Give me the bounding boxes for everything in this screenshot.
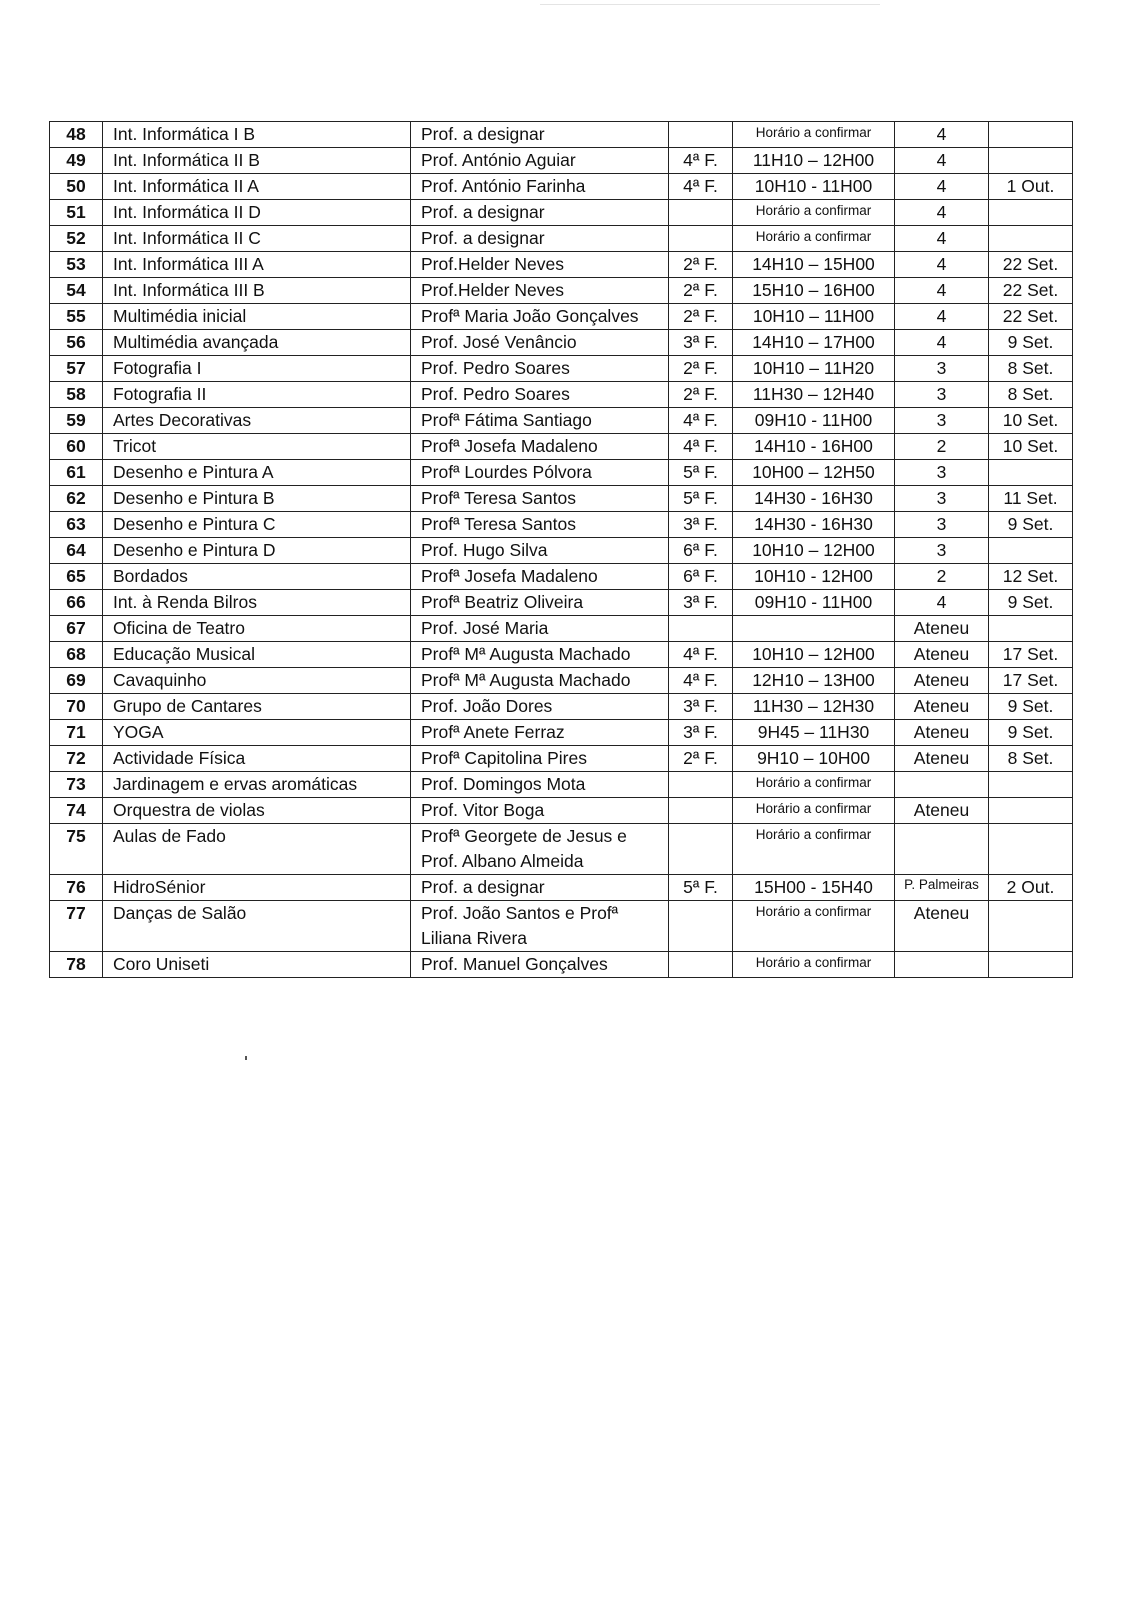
time-slot: 10H10 – 11H20 bbox=[733, 356, 895, 382]
table-row bbox=[50, 304, 1073, 330]
sessions-or-venue bbox=[895, 952, 989, 978]
start-date: 22 Set. bbox=[989, 304, 1073, 330]
sessions-or-venue: 4 bbox=[895, 590, 989, 616]
weekday: 2ª F. bbox=[669, 382, 733, 408]
weekday bbox=[669, 772, 733, 798]
weekday bbox=[669, 798, 733, 824]
time-slot: 09H10 - 11H00 bbox=[733, 590, 895, 616]
start-date: 8 Set. bbox=[989, 382, 1073, 408]
table-row bbox=[50, 408, 1073, 434]
weekday: 4ª F. bbox=[669, 148, 733, 174]
weekday bbox=[669, 226, 733, 252]
row-number: 73 bbox=[50, 772, 103, 798]
table-row bbox=[50, 590, 1073, 616]
start-date: 22 Set. bbox=[989, 252, 1073, 278]
teacher-name: Prof. José Maria bbox=[411, 616, 669, 642]
time-slot: 09H10 - 11H00 bbox=[733, 408, 895, 434]
teacher-name: Prof.Helder Neves bbox=[411, 278, 669, 304]
course-name: Jardinagem e ervas aromáticas bbox=[103, 772, 411, 798]
teacher-name: Prof. Hugo Silva bbox=[411, 538, 669, 564]
teacher-name: Prof. Pedro Soares bbox=[411, 382, 669, 408]
weekday: 3ª F. bbox=[669, 590, 733, 616]
weekday: 6ª F. bbox=[669, 564, 733, 590]
course-name: Educação Musical bbox=[103, 642, 411, 668]
course-name: Tricot bbox=[103, 434, 411, 460]
teacher-name: Profª Teresa Santos bbox=[411, 486, 669, 512]
start-date: 17 Set. bbox=[989, 668, 1073, 694]
table-row bbox=[50, 564, 1073, 590]
teacher-name: Profª Beatriz Oliveira bbox=[411, 590, 669, 616]
weekday: 2ª F. bbox=[669, 252, 733, 278]
sessions-or-venue: 4 bbox=[895, 200, 989, 226]
row-number: 72 bbox=[50, 746, 103, 772]
sessions-or-venue: P. Palmeiras bbox=[895, 875, 989, 901]
teacher-name: Profª Fátima Santiago bbox=[411, 408, 669, 434]
weekday bbox=[669, 824, 733, 875]
sessions-or-venue: Ateneu bbox=[895, 642, 989, 668]
weekday: 5ª F. bbox=[669, 486, 733, 512]
time-slot: 10H10 - 12H00 bbox=[733, 564, 895, 590]
teacher-name: Profª Lourdes Pólvora bbox=[411, 460, 669, 486]
course-name: Desenho e Pintura C bbox=[103, 512, 411, 538]
weekday: 3ª F. bbox=[669, 330, 733, 356]
table-row bbox=[50, 200, 1073, 226]
table-row bbox=[50, 330, 1073, 356]
time-slot: 10H10 – 12H00 bbox=[733, 642, 895, 668]
start-date: 22 Set. bbox=[989, 278, 1073, 304]
weekday: 2ª F. bbox=[669, 304, 733, 330]
table-row bbox=[50, 875, 1073, 901]
teacher-name: Profª Maria João Gonçalves bbox=[411, 304, 669, 330]
teacher-name: Prof. a designar bbox=[411, 200, 669, 226]
course-name: Fotografia II bbox=[103, 382, 411, 408]
sessions-or-venue: Ateneu bbox=[895, 901, 989, 952]
time-slot: 11H30 – 12H40 bbox=[733, 382, 895, 408]
teacher-name: Prof. João Dores bbox=[411, 694, 669, 720]
sessions-or-venue bbox=[895, 824, 989, 875]
course-name: Desenho e Pintura A bbox=[103, 460, 411, 486]
teacher-name: Profª Josefa Madaleno bbox=[411, 564, 669, 590]
weekday: 2ª F. bbox=[669, 356, 733, 382]
table-row bbox=[50, 382, 1073, 408]
sessions-or-venue: Ateneu bbox=[895, 668, 989, 694]
scan-edge-line bbox=[540, 4, 880, 5]
time-slot: 15H10 – 16H00 bbox=[733, 278, 895, 304]
table-row bbox=[50, 642, 1073, 668]
time-slot: 9H45 – 11H30 bbox=[733, 720, 895, 746]
row-number: 64 bbox=[50, 538, 103, 564]
weekday: 4ª F. bbox=[669, 434, 733, 460]
weekday: 3ª F. bbox=[669, 694, 733, 720]
row-number: 56 bbox=[50, 330, 103, 356]
sessions-or-venue: 4 bbox=[895, 148, 989, 174]
start-date bbox=[989, 538, 1073, 564]
teacher-name: Prof. a designar bbox=[411, 226, 669, 252]
sessions-or-venue: Ateneu bbox=[895, 798, 989, 824]
table-row bbox=[50, 746, 1073, 772]
start-date: 10 Set. bbox=[989, 408, 1073, 434]
course-name: Bordados bbox=[103, 564, 411, 590]
table-row bbox=[50, 824, 1073, 875]
course-name: Int. Informática III B bbox=[103, 278, 411, 304]
sessions-or-venue: 3 bbox=[895, 382, 989, 408]
row-number: 60 bbox=[50, 434, 103, 460]
time-slot: Horário a confirmar bbox=[733, 226, 895, 252]
start-date bbox=[989, 616, 1073, 642]
row-number: 59 bbox=[50, 408, 103, 434]
row-number: 63 bbox=[50, 512, 103, 538]
table-row bbox=[50, 226, 1073, 252]
row-number: 65 bbox=[50, 564, 103, 590]
teacher-name: Prof.Helder Neves bbox=[411, 252, 669, 278]
time-slot: 10H10 – 12H00 bbox=[733, 538, 895, 564]
table-row bbox=[50, 694, 1073, 720]
weekday: 4ª F. bbox=[669, 668, 733, 694]
time-slot: Horário a confirmar bbox=[733, 952, 895, 978]
row-number: 53 bbox=[50, 252, 103, 278]
weekday: 5ª F. bbox=[669, 875, 733, 901]
course-name: Desenho e Pintura B bbox=[103, 486, 411, 512]
course-name: Int. Informática III A bbox=[103, 252, 411, 278]
time-slot: Horário a confirmar bbox=[733, 200, 895, 226]
start-date: 1 Out. bbox=[989, 174, 1073, 200]
table-row bbox=[50, 486, 1073, 512]
course-name: Orquestra de violas bbox=[103, 798, 411, 824]
course-name: Coro Uniseti bbox=[103, 952, 411, 978]
weekday: 4ª F. bbox=[669, 408, 733, 434]
table-row bbox=[50, 901, 1073, 952]
row-number: 66 bbox=[50, 590, 103, 616]
time-slot: 11H30 – 12H30 bbox=[733, 694, 895, 720]
sessions-or-venue: Ateneu bbox=[895, 720, 989, 746]
time-slot: Horário a confirmar bbox=[733, 772, 895, 798]
course-name: Artes Decorativas bbox=[103, 408, 411, 434]
table-row bbox=[50, 616, 1073, 642]
course-name: Oficina de Teatro bbox=[103, 616, 411, 642]
start-date: 8 Set. bbox=[989, 356, 1073, 382]
weekday: 4ª F. bbox=[669, 174, 733, 200]
weekday: 5ª F. bbox=[669, 460, 733, 486]
time-slot: 10H10 – 11H00 bbox=[733, 304, 895, 330]
row-number: 55 bbox=[50, 304, 103, 330]
start-date: 17 Set. bbox=[989, 642, 1073, 668]
course-name: Multimédia inicial bbox=[103, 304, 411, 330]
teacher-name: Prof. Vitor Boga bbox=[411, 798, 669, 824]
course-name: Desenho e Pintura D bbox=[103, 538, 411, 564]
table-row bbox=[50, 772, 1073, 798]
row-number: 57 bbox=[50, 356, 103, 382]
time-slot: Horário a confirmar bbox=[733, 824, 895, 875]
start-date bbox=[989, 460, 1073, 486]
teacher-name: Profª Capitolina Pires bbox=[411, 746, 669, 772]
weekday bbox=[669, 952, 733, 978]
row-number: 54 bbox=[50, 278, 103, 304]
sessions-or-venue: 3 bbox=[895, 538, 989, 564]
row-number: 77 bbox=[50, 901, 103, 952]
course-name: Multimédia avançada bbox=[103, 330, 411, 356]
course-schedule-table bbox=[49, 121, 1073, 978]
table-row bbox=[50, 460, 1073, 486]
teacher-name: Prof. a designar bbox=[411, 875, 669, 901]
course-name: Int. Informática II C bbox=[103, 226, 411, 252]
start-date: 10 Set. bbox=[989, 434, 1073, 460]
table-row bbox=[50, 148, 1073, 174]
sessions-or-venue: 4 bbox=[895, 174, 989, 200]
sessions-or-venue: 3 bbox=[895, 356, 989, 382]
sessions-or-venue: 4 bbox=[895, 226, 989, 252]
start-date bbox=[989, 200, 1073, 226]
course-name: Fotografia I bbox=[103, 356, 411, 382]
weekday: 3ª F. bbox=[669, 720, 733, 746]
time-slot: 14H10 – 15H00 bbox=[733, 252, 895, 278]
course-name: Danças de Salão bbox=[103, 901, 411, 952]
sessions-or-venue: Ateneu bbox=[895, 746, 989, 772]
weekday bbox=[669, 122, 733, 148]
row-number: 61 bbox=[50, 460, 103, 486]
weekday: 6ª F. bbox=[669, 538, 733, 564]
row-number: 52 bbox=[50, 226, 103, 252]
teacher-name: Prof. José Venâncio bbox=[411, 330, 669, 356]
teacher-name: Prof. Manuel Gonçalves bbox=[411, 952, 669, 978]
teacher-name: Prof. António Farinha bbox=[411, 174, 669, 200]
sessions-or-venue: 3 bbox=[895, 460, 989, 486]
row-number: 78 bbox=[50, 952, 103, 978]
course-name: Int. Informática II D bbox=[103, 200, 411, 226]
course-name: YOGA bbox=[103, 720, 411, 746]
start-date bbox=[989, 226, 1073, 252]
sessions-or-venue: 2 bbox=[895, 434, 989, 460]
start-date: 8 Set. bbox=[989, 746, 1073, 772]
sessions-or-venue: 3 bbox=[895, 512, 989, 538]
start-date bbox=[989, 148, 1073, 174]
table-row bbox=[50, 278, 1073, 304]
course-name: Actividade Física bbox=[103, 746, 411, 772]
row-number: 75 bbox=[50, 824, 103, 875]
row-number: 74 bbox=[50, 798, 103, 824]
course-name: HidroSénior bbox=[103, 875, 411, 901]
teacher-name: Profª Georgete de Jesus e Prof. Albano Almeida bbox=[411, 824, 669, 875]
start-date: 9 Set. bbox=[989, 720, 1073, 746]
course-name: Int. Informática I B bbox=[103, 122, 411, 148]
start-date: 9 Set. bbox=[989, 512, 1073, 538]
teacher-name: Profª Mª Augusta Machado bbox=[411, 642, 669, 668]
teacher-name: Prof. João Santos e Profª Liliana Rivera bbox=[411, 901, 669, 952]
start-date bbox=[989, 952, 1073, 978]
row-number: 71 bbox=[50, 720, 103, 746]
time-slot: 14H30 - 16H30 bbox=[733, 512, 895, 538]
time-slot: Horário a confirmar bbox=[733, 901, 895, 952]
sessions-or-venue: 2 bbox=[895, 564, 989, 590]
teacher-name: Profª Josefa Madaleno bbox=[411, 434, 669, 460]
teacher-name: Prof. a designar bbox=[411, 122, 669, 148]
weekday bbox=[669, 901, 733, 952]
time-slot: 15H00 - 15H40 bbox=[733, 875, 895, 901]
start-date bbox=[989, 772, 1073, 798]
sessions-or-venue: 4 bbox=[895, 278, 989, 304]
course-name: Grupo de Cantares bbox=[103, 694, 411, 720]
time-slot: 10H00 – 12H50 bbox=[733, 460, 895, 486]
weekday bbox=[669, 616, 733, 642]
time-slot: 14H30 - 16H30 bbox=[733, 486, 895, 512]
table-row bbox=[50, 512, 1073, 538]
sessions-or-venue bbox=[895, 772, 989, 798]
row-number: 62 bbox=[50, 486, 103, 512]
row-number: 69 bbox=[50, 668, 103, 694]
row-number: 50 bbox=[50, 174, 103, 200]
row-number: 51 bbox=[50, 200, 103, 226]
teacher-name: Prof. António Aguiar bbox=[411, 148, 669, 174]
course-name: Int. Informática II B bbox=[103, 148, 411, 174]
sessions-or-venue: 3 bbox=[895, 486, 989, 512]
sessions-or-venue: Ateneu bbox=[895, 616, 989, 642]
sessions-or-venue: 4 bbox=[895, 330, 989, 356]
course-name: Cavaquinho bbox=[103, 668, 411, 694]
row-number: 70 bbox=[50, 694, 103, 720]
time-slot: Horário a confirmar bbox=[733, 122, 895, 148]
time-slot: 14H10 – 17H00 bbox=[733, 330, 895, 356]
start-date bbox=[989, 798, 1073, 824]
time-slot: Horário a confirmar bbox=[733, 798, 895, 824]
start-date: 11 Set. bbox=[989, 486, 1073, 512]
sessions-or-venue: 4 bbox=[895, 304, 989, 330]
weekday: 2ª F. bbox=[669, 278, 733, 304]
start-date: 9 Set. bbox=[989, 330, 1073, 356]
row-number: 67 bbox=[50, 616, 103, 642]
table-row bbox=[50, 538, 1073, 564]
weekday: 4ª F. bbox=[669, 642, 733, 668]
table-row bbox=[50, 356, 1073, 382]
start-date bbox=[989, 824, 1073, 875]
sessions-or-venue: 4 bbox=[895, 252, 989, 278]
row-number: 49 bbox=[50, 148, 103, 174]
course-name: Int. Informática II A bbox=[103, 174, 411, 200]
time-slot: 10H10 - 11H00 bbox=[733, 174, 895, 200]
sessions-or-venue: Ateneu bbox=[895, 694, 989, 720]
start-date: 9 Set. bbox=[989, 694, 1073, 720]
start-date: 9 Set. bbox=[989, 590, 1073, 616]
start-date: 2 Out. bbox=[989, 875, 1073, 901]
time-slot: 12H10 – 13H00 bbox=[733, 668, 895, 694]
teacher-name: Profª Mª Augusta Machado bbox=[411, 668, 669, 694]
table-row bbox=[50, 122, 1073, 148]
table-row bbox=[50, 174, 1073, 200]
time-slot: 9H10 – 10H00 bbox=[733, 746, 895, 772]
time-slot bbox=[733, 616, 895, 642]
row-number: 58 bbox=[50, 382, 103, 408]
row-number: 76 bbox=[50, 875, 103, 901]
stray-mark bbox=[245, 1056, 247, 1060]
table-row bbox=[50, 952, 1073, 978]
course-name: Int. à Renda Bilros bbox=[103, 590, 411, 616]
start-date bbox=[989, 122, 1073, 148]
weekday: 3ª F. bbox=[669, 512, 733, 538]
table-row bbox=[50, 668, 1073, 694]
teacher-name: Profª Anete Ferraz bbox=[411, 720, 669, 746]
table-row bbox=[50, 252, 1073, 278]
sessions-or-venue: 3 bbox=[895, 408, 989, 434]
table-row bbox=[50, 798, 1073, 824]
table-row bbox=[50, 720, 1073, 746]
schedule-body bbox=[50, 122, 1073, 978]
start-date bbox=[989, 901, 1073, 952]
teacher-name: Prof. Domingos Mota bbox=[411, 772, 669, 798]
course-name: Aulas de Fado bbox=[103, 824, 411, 875]
weekday bbox=[669, 200, 733, 226]
time-slot: 14H10 - 16H00 bbox=[733, 434, 895, 460]
start-date: 12 Set. bbox=[989, 564, 1073, 590]
table-row bbox=[50, 434, 1073, 460]
teacher-name: Profª Teresa Santos bbox=[411, 512, 669, 538]
teacher-name: Prof. Pedro Soares bbox=[411, 356, 669, 382]
sessions-or-venue: 4 bbox=[895, 122, 989, 148]
weekday: 2ª F. bbox=[669, 746, 733, 772]
row-number: 48 bbox=[50, 122, 103, 148]
row-number: 68 bbox=[50, 642, 103, 668]
time-slot: 11H10 – 12H00 bbox=[733, 148, 895, 174]
